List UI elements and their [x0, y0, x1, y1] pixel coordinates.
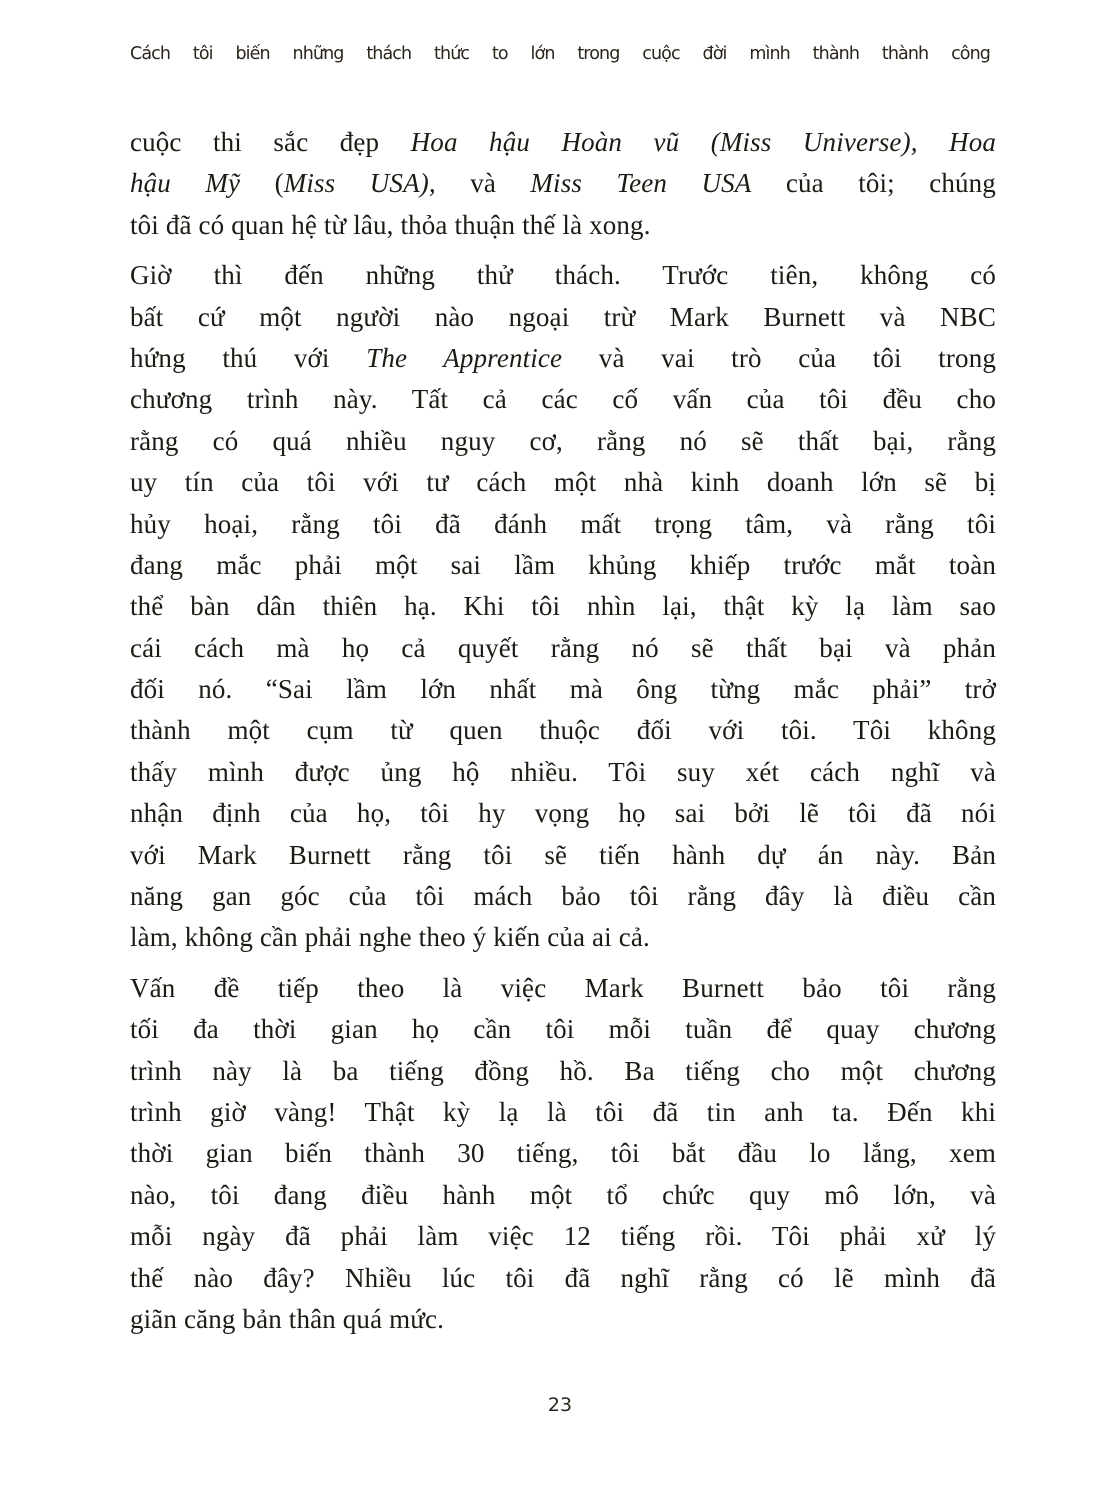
text-line [130, 917, 996, 958]
text-line [130, 752, 996, 793]
text-line [130, 1009, 996, 1050]
text-span: thế nào đây? Nhiều lúc tôi đã nghĩ rằng có lẽ mình đã [130, 1262, 996, 1293]
text-span: giãn căng bản thân quá mức. [130, 1303, 445, 1334]
italic-title: hậu Mỹ [130, 168, 241, 199]
text-line [130, 1133, 996, 1174]
text-span: thời gian biến thành 30 tiếng, tôi bắt đầu lo lắng, xem [130, 1138, 996, 1169]
text-span: mỗi ngày đã phải làm việc 12 tiếng rồi. Tôi phải xử lý [130, 1221, 996, 1252]
italic-title: The Apprentice [366, 342, 563, 373]
text-span: và [435, 168, 531, 199]
text-span: và vai trò của tôi trong [562, 342, 996, 373]
text-line [130, 669, 996, 710]
text-line [130, 255, 996, 296]
italic-title: Miss USA), [283, 168, 436, 199]
text-line [130, 1051, 996, 1092]
text-span: cuộc thi sắc đẹp [130, 127, 411, 157]
text-span: tôi đã có quan hệ từ lâu, thỏa thuận thế là xong. [130, 209, 651, 240]
paragraph [130, 255, 996, 959]
text-line [130, 504, 996, 545]
text-line [130, 1092, 996, 1133]
text-span: rằng có quá nhiều nguy cơ, rằng nó sẽ thất bại, rằng [130, 425, 996, 456]
text-line [130, 1175, 996, 1216]
text-span: trình này là ba tiếng đồng hồ. Ba tiếng cho một chương [130, 1055, 996, 1086]
text-line [130, 876, 996, 917]
text-line [130, 835, 996, 876]
text-span: Vấn đề tiếp theo là việc Mark Burnett bảo tôi rằng [130, 972, 996, 1003]
text-span: thể bàn dân thiên hạ. Khi tôi nhìn lại, thật kỳ lạ làm sao [130, 591, 996, 622]
text-line [130, 1216, 996, 1257]
paragraph-gap [130, 959, 996, 968]
text-line [130, 968, 996, 1009]
text-span: làm, không cần phải nghe theo ý kiến của ai cả. [130, 922, 650, 953]
text-span: năng gan góc của tôi mách bảo tôi rằng đây là điều cần [130, 881, 996, 912]
text-span: hủy hoại, rằng tôi đã đánh mất trọng tâm, và rằng tôi [130, 508, 996, 539]
text-span: chương trình này. Tất cả các cố vấn của tôi đều cho [130, 384, 996, 415]
text-line [130, 710, 996, 751]
text-line [130, 586, 996, 627]
text-span: Giờ thì đến những thử thách. Trước tiên, không có [130, 260, 996, 291]
text-line [130, 297, 996, 338]
text-line [130, 1299, 996, 1340]
text-line [130, 163, 996, 204]
paragraph [130, 122, 996, 246]
italic-title: Hoa hậu Hoàn vũ (Miss Universe), Hoa [410, 127, 996, 157]
text-line [130, 338, 996, 379]
text-span: của tôi; chúng [751, 168, 996, 199]
text-line [130, 793, 996, 834]
text-span: trình giờ vàng! Thật kỳ lạ là tôi đã tin anh ta. Đến khi [130, 1096, 996, 1127]
paragraph [130, 968, 996, 1341]
text-span: uy tín của tôi với tư cách một nhà kinh doanh lớn sẽ bị [130, 467, 996, 498]
text-span: đối nó. “Sai lầm lớn nhất mà ông từng mắc phải” trở [130, 674, 996, 705]
text-line [130, 462, 996, 503]
text-span: cái cách mà họ cả quyết rằng nó sẽ thất bại và phản [130, 632, 996, 663]
text-line [130, 421, 996, 462]
text-span: hứng thú với [130, 342, 367, 373]
italic-title: Miss Teen USA [530, 168, 752, 199]
text-span: thấy mình được ủng hộ nhiều. Tôi suy xét cách nghĩ và [130, 756, 996, 787]
text-span: nhận định của họ, tôi hy vọng họ sai bởi lẽ tôi đã nói [130, 798, 996, 829]
text-line [130, 205, 996, 246]
text-span: thành một cụm từ quen thuộc đối với tôi. Tôi không [130, 715, 996, 746]
running-head: Cách tôi biến những thách thức to lớn trong cuộc đời mình thành thành công [130, 44, 990, 64]
text-span: với Mark Burnett rằng tôi sẽ tiến hành dự án này. Bản [130, 839, 996, 870]
text-span: ( [240, 168, 284, 199]
text-span: tối đa thời gian họ cần tôi mỗi tuần để quay chương [130, 1014, 996, 1045]
text-line [130, 122, 996, 163]
text-line [130, 379, 996, 420]
text-line [130, 628, 996, 669]
text-line [130, 1258, 996, 1299]
text-span: bất cứ một người nào ngoại trừ Mark Burnett và NBC [130, 301, 996, 332]
page-number: 23 [547, 1394, 573, 1416]
text-span: nào, tôi đang điều hành một tổ chức quy mô lớn, và [130, 1179, 996, 1210]
text-line [130, 545, 996, 586]
paragraph-gap [130, 246, 996, 255]
text-span: đang mắc phải một sai lầm khủng khiếp trước mắt toàn [130, 549, 996, 580]
body-text [130, 122, 996, 1340]
